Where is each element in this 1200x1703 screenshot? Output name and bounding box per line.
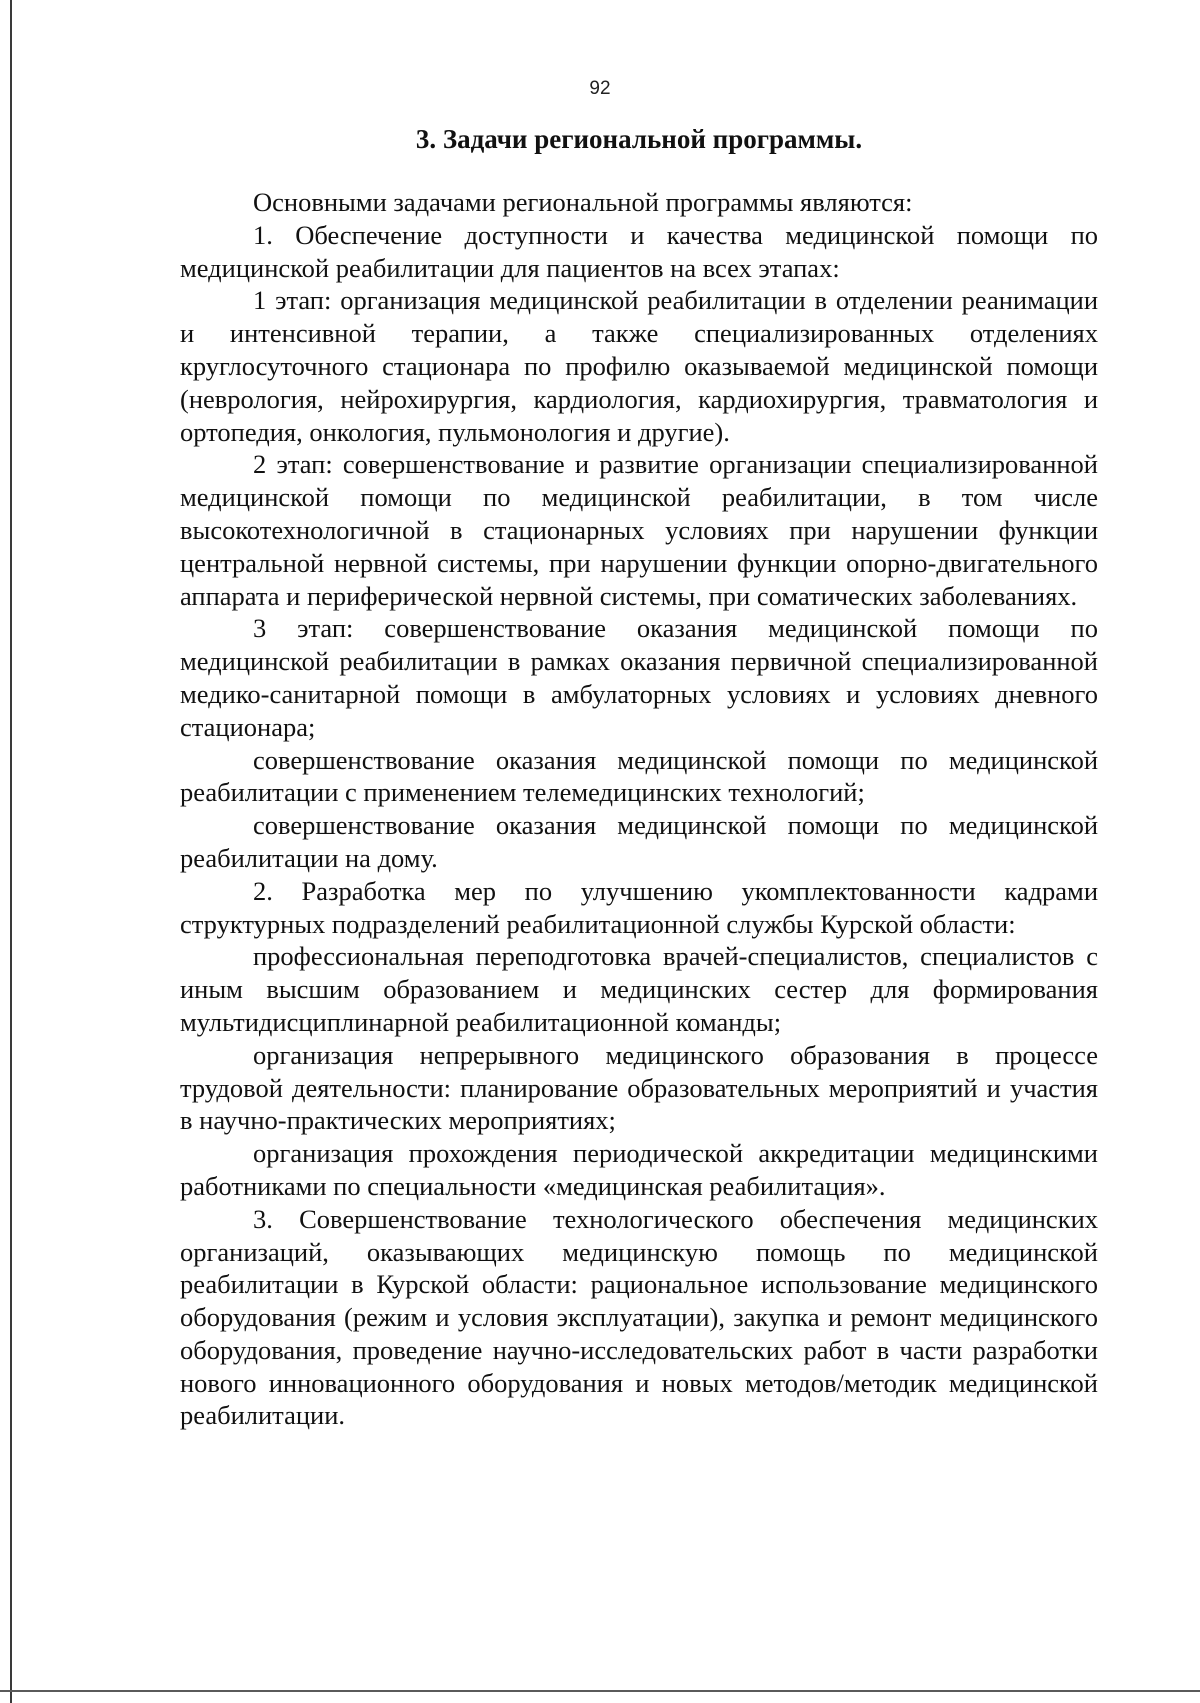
- page-number: 92: [589, 78, 611, 99]
- paragraph-accreditation: организация прохождения периодической аккредитации медицинскими работниками по специальности «медицинская реабилитация».: [180, 1138, 1098, 1201]
- paragraph-intro: Основными задачами региональной программы являются:: [253, 187, 913, 217]
- paragraph-stage-3: 3 этап: совершенствование оказания медицинской помощи по медицинской реабилитации в рамках оказания первичной специализированной медико-санитарной помощи в амбулаторных условиях и условиях дневного стационара;: [180, 613, 1098, 742]
- document-body: [180, 186, 1098, 1432]
- scan-edge-bottom: [0, 1690, 1200, 1692]
- paragraph-continuous-education: организация непрерывного медицинского образования в процессе трудовой деятельности: планирование образовательных мероприятий и участия в научно-практических мероприятиях;: [180, 1039, 1098, 1136]
- paragraph-telemedicine: совершенствование оказания медицинской помощи по медицинской реабилитации с применением телемедицинских технологий;: [180, 744, 1098, 808]
- paragraph-home-rehab: совершенствование оказания медицинской помощи по медицинской реабилитации на дому.: [180, 810, 1098, 873]
- paragraph-retraining: профессиональная переподготовка врачей-специалистов, специалистов с иным высшим образованием и медицинских сестер для формирования мультидисциплинарной реабилитационной команды;: [180, 941, 1098, 1037]
- paragraph-task-2: 2. Разработка мер по улучшению укомплектованности кадрами структурных подразделений реабилитационной службы Курской области:: [180, 875, 1098, 939]
- scan-edge-left: [10, 0, 12, 1703]
- paragraph-task-1: 1. Обеспечение доступности и качества медицинской помощи по медицинской реабилитации для пациентов на всех этапах:: [180, 219, 1098, 283]
- paragraph-stage-2: 2 этап: совершенствование и развитие организации специализированной медицинской помощи по медицинской реабилитации, в том числе высокотехнологичной в стационарных условиях при нарушении функции центральной нервной системы, при нарушении функции опорно-двигательного аппарата и периферической нервной системы, при соматических заболеваниях.: [180, 449, 1098, 611]
- paragraph-task-3: 3. Совершенствование технологического обеспечения медицинских организаций, оказывающих медицинскую помощь по медицинской реабилитации в Курской области: рациональное использование медицинского оборудования (режим и условия эксплуатации), закупка и ремонт медицинского оборудования, проведение научно-исследовательских работ в части разработки нового инновационного оборудования и новых методов/методик медицинской реабилитации.: [180, 1203, 1098, 1431]
- paragraph-stage-1: 1 этап: организация медицинской реабилитации в отделении реанимации и интенсивной терапии, а также специализированных отделениях круглосуточного стационара по профилю оказываемой медицинской помощи (неврология, нейрохирургия, кардиология, кардиохирургия, травматология и ортопедия, онкология, пульмонология и другие).: [180, 285, 1098, 447]
- section-title: 3. Задачи региональной программы.: [415, 124, 863, 154]
